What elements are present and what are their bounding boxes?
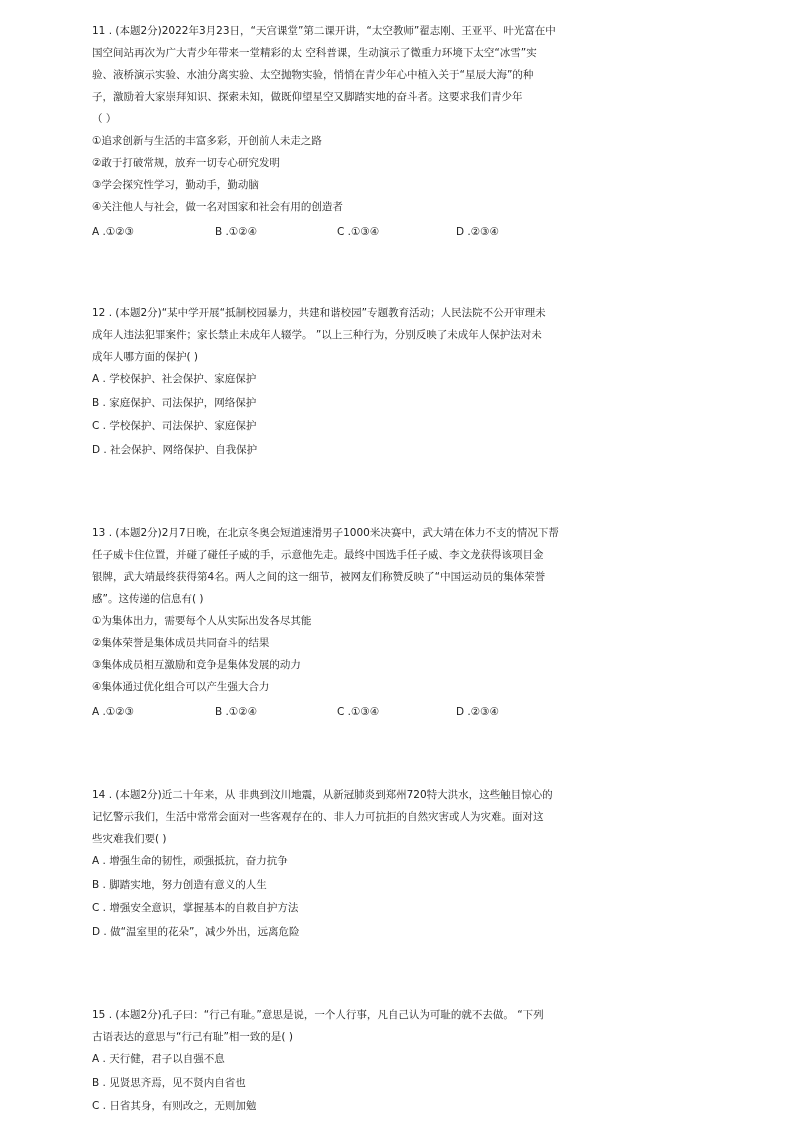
statement-item: ①追求创新与生活的丰富多彩，开创前人未走之路 [92, 135, 322, 147]
statement-item: ④集体通过优化组合可以产生强大合力 [92, 681, 270, 693]
stem-line: 成年人哪方面的保护( ) [92, 351, 199, 363]
stem-line: 银牌，武大靖最终获得第4名。两人之间的这一细节，被网友们称赞反映了“中国运动员的集体荣誉 [92, 571, 546, 583]
statement-item: ②集体荣誉是集体成员共同奋斗的结果 [92, 637, 270, 649]
question-14 [92, 784, 582, 944]
choice-c[interactable]: C .①③④ [337, 226, 380, 238]
choice-b[interactable]: B .①②④ [215, 226, 258, 238]
stem-line: 15 . (本题2分)孔子曰：“行己有耻。”意思是说，一个人行事，凡自己认为可耻的就不去做。 “下列 [92, 1009, 544, 1021]
statement-item: ③学会探究性学习，勤动手，勤动脑 [92, 179, 259, 191]
stem-line: 13 . (本题2分)2月7日晚，在北京冬奥会短道速滑男子1000米决赛中，武大靖在体力不支的情况下帮 [92, 527, 559, 539]
statement-item: ③集体成员相互激励和竞争是集体发展的动力 [92, 659, 301, 671]
question-stem [92, 302, 582, 368]
question-stem [92, 20, 582, 130]
statement-item: ④关注他人与社会，做一名对国家和社会有用的创造者 [92, 201, 343, 213]
question-15 [92, 1004, 582, 1119]
option-d[interactable]: D . 做“温室里的花朵”，减少外出，远离危险 [92, 925, 300, 938]
stem-line: 记忆警示我们，生活中常常会面对一些客观存在的、非人力可抗拒的自然灾害或人为灾难。面对这 [92, 811, 544, 823]
stem-line: 14 . (本题2分)近二十年来，从 非典到汶川地震，从新冠肺炎到郑州720特大洪水，这些触目惊心的 [92, 789, 553, 801]
stem-line: 12 . (本题2分)“某中学开展“抵制校园暴力，共建和谐校园”专题教育活动；人民法院不公开审理未 [92, 307, 546, 319]
option-b[interactable]: B . 家庭保护、司法保护，网络保护 [92, 396, 257, 409]
question-11 [92, 20, 582, 243]
choice-b[interactable]: B .①②④ [215, 706, 258, 718]
option-list [92, 368, 582, 462]
stem-line: 古语表达的意思与“行己有耻”相一致的是( ) [92, 1031, 293, 1043]
stem-line: （ ） [92, 113, 117, 125]
stem-line: 些灾难我们要( ) [92, 833, 167, 845]
statement-item: ②敢于打破常规，放弃一切专心研究发明 [92, 157, 280, 169]
choice-d[interactable]: D .②③④ [456, 706, 499, 718]
stem-line: 验、液桥演示实验、水油分离实验、太空抛物实验，悄悄在青少年心中植入关于“星辰大海”的种 [92, 69, 534, 81]
option-b[interactable]: B . 见贤思齐焉，见不贤内自省也 [92, 1076, 246, 1089]
stem-line: 感”。这传递的信息有( ) [92, 593, 204, 605]
stem-line: 任子威卡住位置，并碰了碰任子威的手，示意他先走。最终中国选手任子威、李文龙获得该项目金 [92, 549, 544, 561]
choice-d[interactable]: D .②③④ [456, 226, 499, 238]
stem-line: 国空间站再次为广大青少年带来一堂精彩的太 空科普课，生动演示了微重力环境下太空“冰雪”实 [92, 47, 537, 59]
option-d[interactable]: D . 社会保护、网络保护、自我保护 [92, 443, 258, 456]
choice-c[interactable]: C .①③④ [337, 706, 380, 718]
answer-choices [92, 221, 582, 243]
option-b[interactable]: B . 脚踏实地，努力创造有意义的人生 [92, 878, 267, 891]
stem-line: 成年人违法犯罪案件；家长禁止未成年人辍学。 ”以上三种行为，分别反映了未成年人保护法对未 [92, 329, 542, 341]
option-list [92, 850, 582, 944]
choice-a[interactable]: A .①②③ [92, 706, 135, 718]
stem-line: 11 . (本题2分)2022年3月23日，“天宫课堂”第二课开讲，“太空教师”翟志刚、王亚平、叶光富在中 [92, 25, 556, 37]
statement-item: ①为集体出力，需要每个人从实际出发各尽其能 [92, 615, 312, 627]
stem-line: 子，激励着大家崇拜知识、探索未知，做既仰望星空又脚踏实地的奋斗者。这要求我们青少年 [92, 91, 523, 103]
option-c[interactable]: C . 增强安全意识，掌握基本的自救自护方法 [92, 902, 299, 914]
option-c[interactable]: C . 日省其身，有则改之，无则加勉 [92, 1100, 257, 1112]
choice-a[interactable]: A .①②③ [92, 226, 135, 238]
option-c[interactable]: C . 学校保护、司法保护、家庭保护 [92, 420, 257, 432]
question-stem [92, 784, 582, 850]
option-a[interactable]: A . 天行健，君子以自强不息 [92, 1053, 225, 1065]
option-a[interactable]: A . 学校保护、社会保护、家庭保护 [92, 373, 257, 385]
question-stem [92, 1004, 582, 1048]
question-12 [92, 302, 582, 462]
question-stem [92, 522, 582, 610]
question-13 [92, 522, 582, 723]
answer-choices [92, 701, 582, 723]
option-list [92, 1048, 582, 1119]
option-a[interactable]: A . 增强生命的韧性，顽强抵抗，奋力抗争 [92, 855, 288, 867]
